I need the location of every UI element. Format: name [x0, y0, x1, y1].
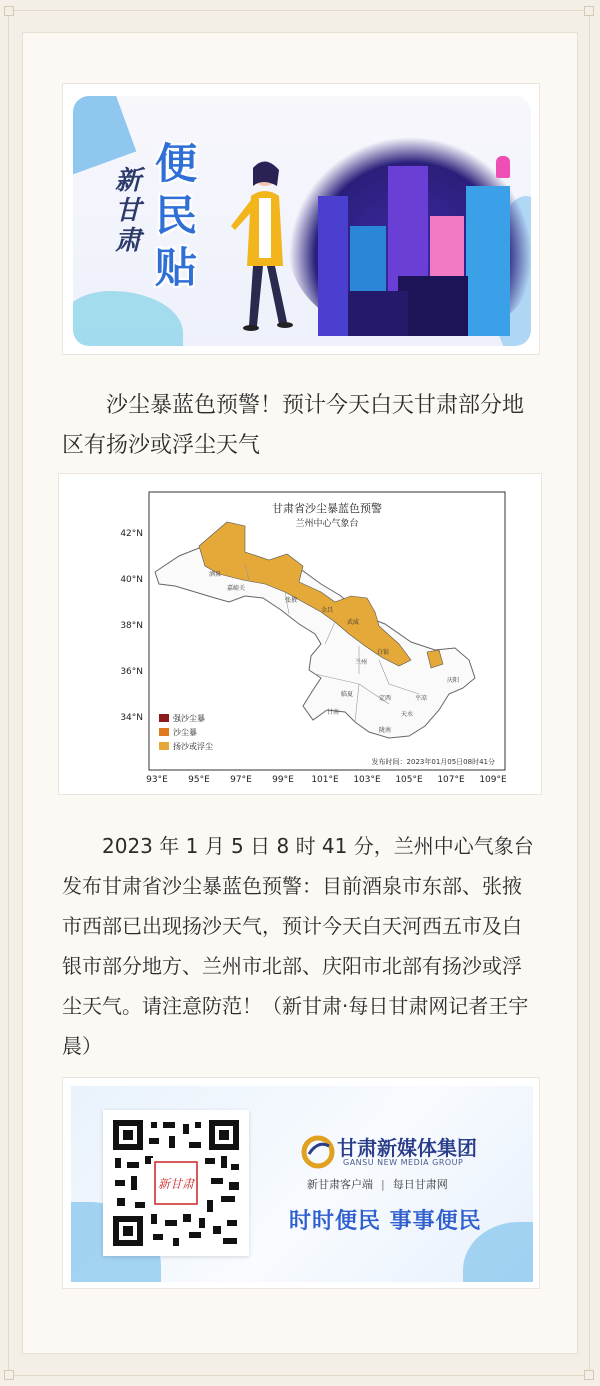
slogan: 时时便民 事事便民	[289, 1209, 482, 1234]
footer-card	[62, 1077, 540, 1289]
svg-text:临夏: 临夏	[341, 691, 354, 698]
banner	[62, 83, 540, 355]
frame-corner	[4, 6, 14, 16]
banner-card	[73, 96, 531, 346]
svg-text:金昌: 金昌	[321, 607, 334, 614]
map-title: 甘肃省沙尘暴蓝色预警	[272, 502, 382, 515]
svg-text:定西: 定西	[379, 695, 392, 702]
svg-text:天水: 天水	[401, 711, 414, 718]
lat-labels	[120, 529, 143, 723]
svg-text:36°N: 36°N	[120, 667, 143, 677]
svg-text:平凉: 平凉	[415, 695, 428, 702]
warning-map	[59, 474, 543, 796]
svg-text:白银: 白银	[377, 649, 390, 656]
lon-labels	[146, 775, 507, 785]
qr-code[interactable]	[103, 1110, 249, 1256]
qr-code-icon	[103, 1110, 249, 1256]
qr-badge-text: 新甘肃	[157, 1177, 195, 1191]
group-name-en: GANSU NEW MEDIA GROUP	[343, 1158, 464, 1167]
article-body: 2023 年 1 月 5 日 8 时 41 分，兰州中心气象台发布甘肃省沙尘暴蓝色预警：目前酒泉市东部、张掖市西部已出现扬沙天气，预计今天白天河西五市及白银市部分地方、兰州市北部、庆阳市北部有扬沙或浮尘天气。请注意防范！（新甘肃·每日甘肃网记者王宇晨）	[62, 834, 534, 1058]
frame-corner	[584, 6, 594, 16]
legend-swatch-dust	[159, 742, 169, 750]
svg-text:40°N: 40°N	[120, 575, 143, 585]
link-website[interactable]: 每日甘肃网	[392, 1178, 448, 1191]
svg-text:38°N: 38°N	[120, 621, 143, 631]
svg-text:95°E: 95°E	[188, 775, 210, 785]
legend-swatch-severe	[159, 714, 169, 722]
svg-text:庆阳: 庆阳	[447, 677, 460, 684]
svg-text:34°N: 34°N	[120, 713, 143, 723]
svg-text:扬沙或浮尘: 扬沙或浮尘	[173, 742, 213, 751]
svg-text:105°E: 105°E	[395, 775, 423, 785]
svg-text:沙尘暴: 沙尘暴	[173, 728, 197, 737]
banner-title: 便民贴	[155, 139, 198, 292]
svg-text:101°E: 101°E	[311, 775, 339, 785]
svg-text:109°E: 109°E	[479, 775, 507, 785]
svg-text:99°E: 99°E	[272, 775, 294, 785]
svg-text:107°E: 107°E	[437, 775, 465, 785]
svg-text:武威: 武威	[347, 619, 360, 626]
legend-swatch-sandstorm	[159, 728, 169, 736]
svg-text:嘉峪关: 嘉峪关	[227, 585, 246, 592]
group-name: 甘肃新媒体集团	[337, 1136, 477, 1160]
svg-text:陇南: 陇南	[379, 727, 392, 734]
map-subtitle: 兰州中心气象台	[295, 519, 359, 529]
footer-links	[307, 1176, 448, 1192]
brand-logo-text: 新甘肃	[115, 166, 142, 256]
svg-text:93°E: 93°E	[146, 775, 168, 785]
leaf-decoration	[73, 291, 183, 346]
svg-text:张掖: 张掖	[285, 597, 298, 604]
frame-corner	[584, 1370, 594, 1380]
city-illustration	[288, 136, 531, 336]
svg-text:103°E: 103°E	[353, 775, 381, 785]
link-separator: |	[381, 1178, 385, 1191]
svg-text:酒泉: 酒泉	[209, 571, 222, 578]
map-card	[58, 473, 542, 795]
svg-text:兰州: 兰州	[355, 659, 368, 666]
svg-text:97°E: 97°E	[230, 775, 252, 785]
svg-text:强沙尘暴: 强沙尘暴	[173, 714, 205, 723]
decorative-shape	[73, 96, 136, 175]
walking-woman-illustration	[223, 156, 303, 336]
frame-corner	[4, 1370, 14, 1380]
headline: 沙尘暴蓝色预警！预计今天白天甘肃部分地区有扬沙或浮尘天气	[62, 393, 525, 458]
svg-text:甘南: 甘南	[327, 709, 340, 716]
link-client[interactable]: 新甘肃客户端	[307, 1178, 373, 1191]
group-logo-icon	[301, 1132, 335, 1172]
issue-time: 发布时间：2023年01月05日08时41分	[371, 758, 495, 766]
svg-text:42°N: 42°N	[120, 529, 143, 539]
